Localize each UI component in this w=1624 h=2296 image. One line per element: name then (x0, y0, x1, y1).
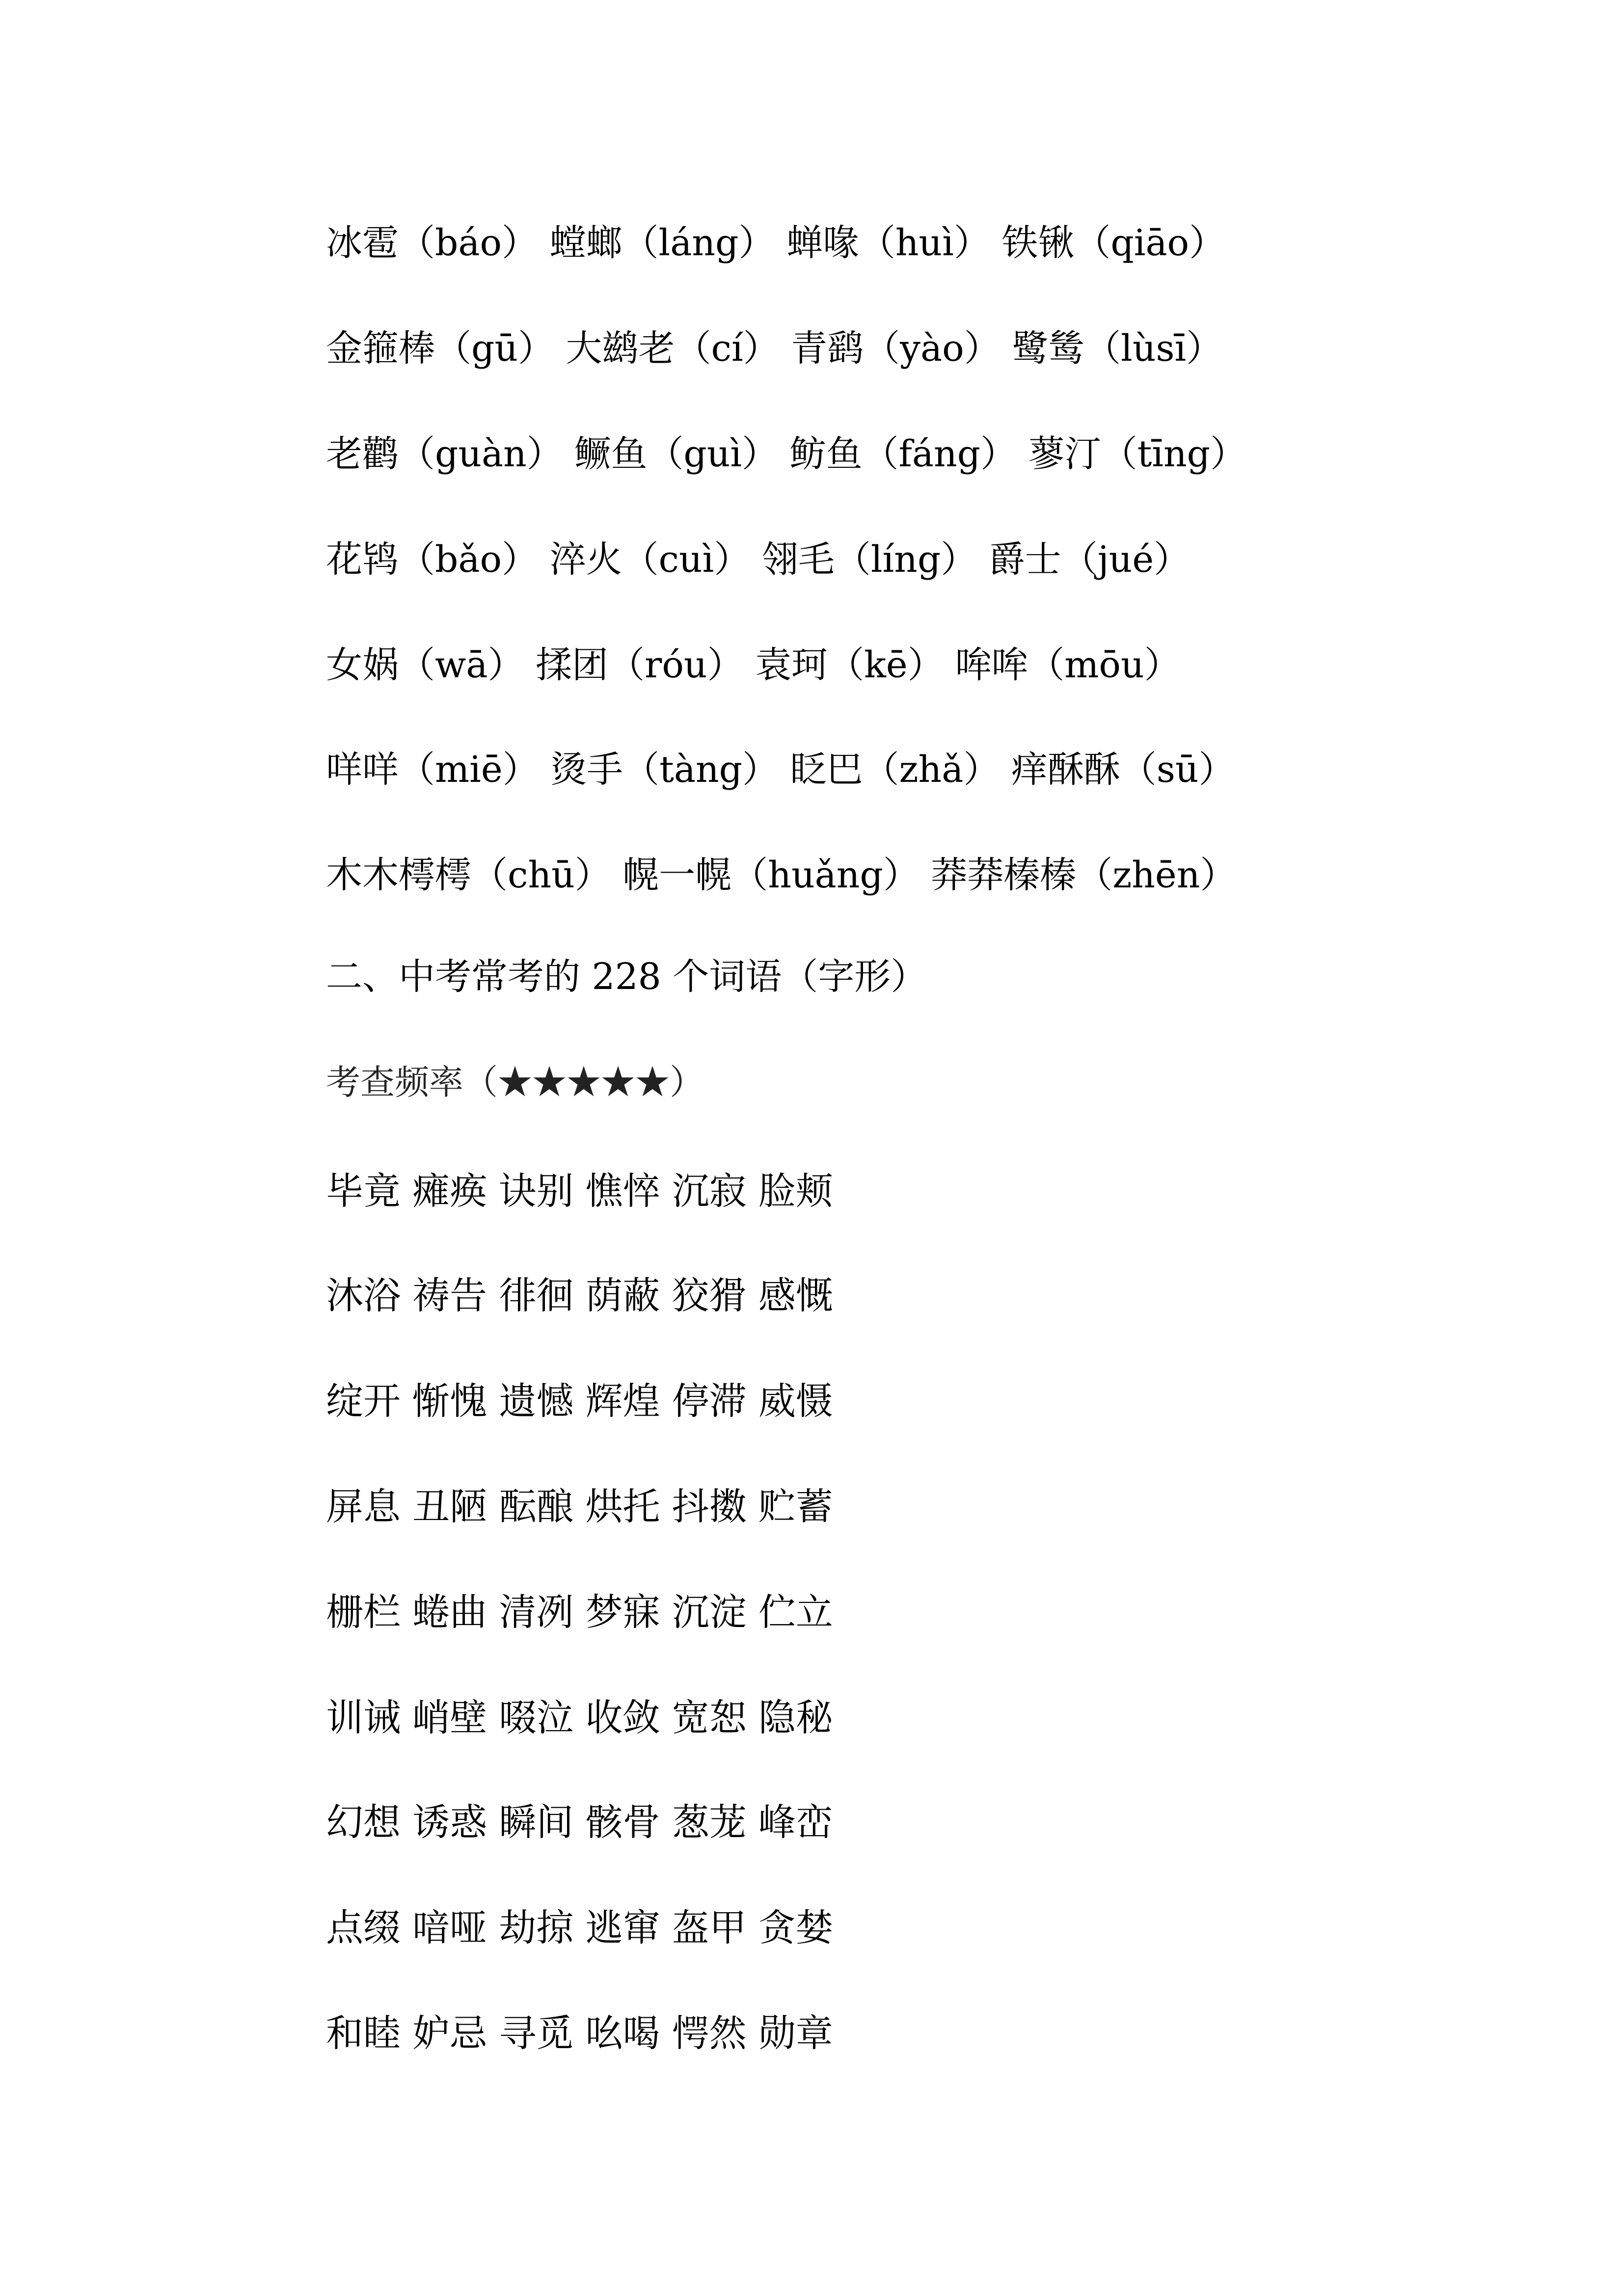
pinyin-line-7: 木木樗樗（chū） 幌一幌（huǎng） 莽莽榛榛（zhēn） (326, 854, 1237, 896)
pinyin-line-6: 咩咩（miē） 烫手（tàng） 眨巴（zhǎ） 痒酥酥（sū） (326, 748, 1235, 791)
vocab-line-6: 训诫 峭壁 啜泣 收敛 宽恕 隐秘 (326, 1696, 833, 1739)
section-heading: 二、中考常考的 228 个词语（字形） (326, 956, 927, 998)
vocab-line-4: 屏息 丑陋 酝酿 烘托 抖擞 贮蓄 (326, 1485, 833, 1528)
pinyin-line-1: 冰雹（báo） 螳螂（láng） 蝉喙（huì） 铁锹（qiāo） (326, 222, 1226, 264)
vocab-line-2: 沐浴 祷告 徘徊 荫蔽 狡猾 感慨 (326, 1274, 833, 1317)
vocab-line-5: 栅栏 蜷曲 清冽 梦寐 沉淀 伫立 (326, 1590, 833, 1634)
pinyin-line-2: 金箍棒（gū） 大鹚老（cí） 青鹞（yào） 鹭鸶（lùsī） (326, 327, 1223, 370)
vocab-line-3: 绽开 惭愧 遗憾 辉煌 停滞 威慑 (326, 1379, 833, 1423)
vocab-line-7: 幻想 诱惑 瞬间 骸骨 葱茏 峰峦 (326, 1800, 833, 1844)
vocab-line-1: 毕竟 瘫痪 诀别 憔悴 沉寂 脸颊 (326, 1169, 833, 1213)
vocab-line-8: 点缀 喑哑 劫掠 逃窜 盔甲 贪婪 (326, 1906, 833, 1949)
pinyin-line-3: 老鹳（guàn） 鳜鱼（guì） 鲂鱼（fáng） 蓼汀（tīng） (326, 433, 1247, 475)
pinyin-line-5: 女娲（wā） 揉团（róu） 袁珂（kē） 哞哞（mōu） (326, 644, 1181, 686)
frequency-label: 考查频率（★★★★★） (326, 1062, 704, 1102)
vocab-line-9: 和睦 妒忌 寻觅 吆喝 愕然 勋章 (326, 2011, 833, 2055)
pinyin-line-4: 花鸨（bǎo） 淬火（cuì） 翎毛（líng） 爵士（jué） (326, 538, 1191, 581)
